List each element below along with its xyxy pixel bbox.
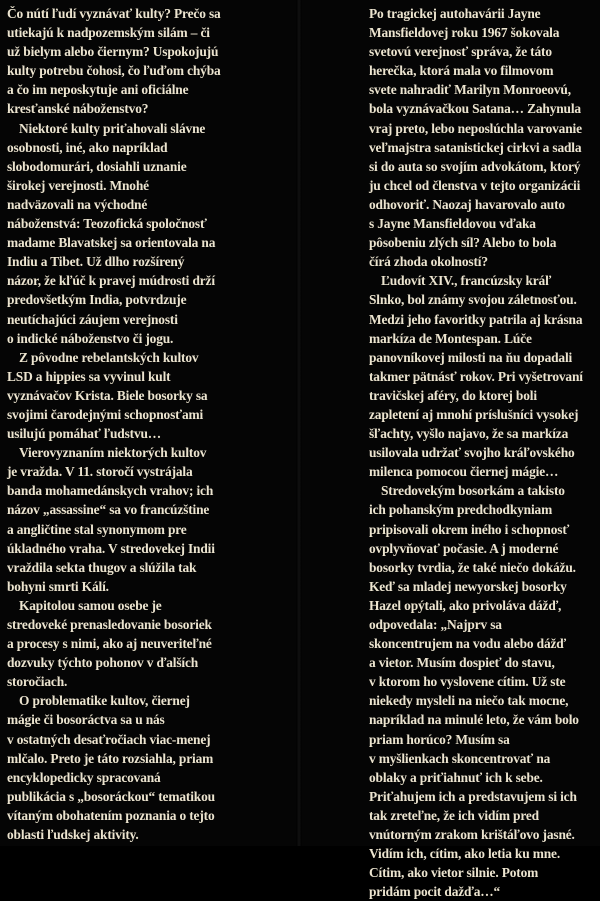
right-text-column xyxy=(369,4,595,901)
left-paragraph-6: O problematike kultov, čiernej mágie či bosoráctva sa u nás v ostatných desaťročiach viac-menej mlčalo. Preto je táto rozsiahla, priam encyklopedicky spracovaná publikácia s „bosoráckou“ tematikou vítaným obohatením poznania o tejto oblasti ľudskej aktivity. xyxy=(7,693,215,843)
right-paragraph-1: Po tragickej autohavárii Jayne Mansfieldovej roku 1967 šokovala svetovú verejnosť správa, že táto herečka, ktorá mala vo filmovom svete nahradiť Marilyn Monroeovú, bola vyznávačkou Satana… Zahynula vraj preto, lebo neposlúchla varovanie veľmajstra satanistickej cirkvi a sadla si do auta so svojím advokátom, ktorý ju chcel od členstva v tejto organizácii odhovoriť. Naozaj havarovalo auto s Jayne Mansfieldovou vďaka pôsobeniu zlých síl? Alebo to bola čírá zhoda okolností? xyxy=(369,6,582,270)
left-paragraph-4: Vierovyznaním niektorých kultov je vražda. V 11. storočí vystrájala banda mohamedánskych vrahov; ich názov „assassine“ sa vo francúzštine a angličtine stal synonymom pre úkladného vraha. V stredovekej Indii vraždila sekta thugov a slúžila tak bohyni smrti Kálí. xyxy=(7,445,215,594)
left-text-column xyxy=(7,4,289,844)
left-paragraph-1: Čo nútí ľudí vyznávať kulty? Prečo sa utiekajú k nadpozemským silám – či už bielym alebo čiernym? Uspokojujú kulty potrebu čohosi, čo ľuďom chýba a čo im neposkytuje ani oficiálne kresťanské náboženstvo? xyxy=(7,6,221,117)
right-paragraph-2: Ľudovít XIV., francúzsky kráľ Slnko, bol známy svojou záletnosťou. Medzi jeho favoritky patrila aj krásna markíza de Montespan. Lúče panovníkovej milosti na ňu dopadali takmer pätnásť rokov. Pri vyšetrovaní travičskej aféry, do ktorej boli zapletení aj mnohí príslušníci vysokej šľachty, vyšlo najavo, že sa markíza usilovala udržať svojho kráľovského milenca pomocou čiernej mágie… xyxy=(369,273,583,480)
left-paragraph-3: Z pôvodne rebelantských kultov LSD a hippies sa vyvinul kult vyznávačov Krista. Biele bosorky sa svojimi čarodejnými schopnosťami usilujú pomáhať ľudstvu… xyxy=(7,349,208,442)
book-spine xyxy=(296,0,302,846)
right-paragraph-3: Stredovekým bosorkám a takisto ich pohanským predchodkyniam pripisovali okrem iného i schopnosť ovplyvňovať počasie. A j moderné bosorky tvrdia, že také niečo dokážu. Keď sa mladej newyorskej bosorky Hazel opýtali, ako privoláva dážď, odpovedala: „Najprv sa skoncentrujem na vodu alebo dážď a vietor. Musím dospieť do stavu, v ktorom ho vyslovene cítim. Už ste niekedy mysleli na niečo tak mocne, napríklad na minulé leto, že vám bolo priam horúco? Musím sa v myšlienkach skoncentrovať na oblaky a priťiahnuť ich k sebe. Priťahujem ich a predstavujem si ich tak zreteľne, že ich vidím pred vnútorným zrakom krištáľovo jasné. Vidím ich, cítim, ako letia ku mne. Cítim, ako vietor silnie. Potom pridám pocit dažďa…“ xyxy=(369,483,579,900)
left-paragraph-5: Kapitolou samou osebe je stredoveké prenasledovanie bosoriek a procesy s nimi, ako aj neuveriteľné dozvuky týchto pohonov v ďalších storočiach. xyxy=(7,597,212,690)
left-paragraph-2: Niektoré kulty priťahovali slávne osobnosti, iné, ako napríklad slobodomurári, dosiahli uznanie širokej verejnosti. Mnohé nadväzovali na východné náboženstvá: Teozofická spoločnosť madame Blavatskej sa orientovala na Indiu a Tibet. Už dlho rozšírený názor, že kľúč k pravej múdrosti drží predovšetkým India, potvrdzuje neutíchajúci záujem verejnosti o indické náboženstvo či jogu. xyxy=(7,120,216,346)
